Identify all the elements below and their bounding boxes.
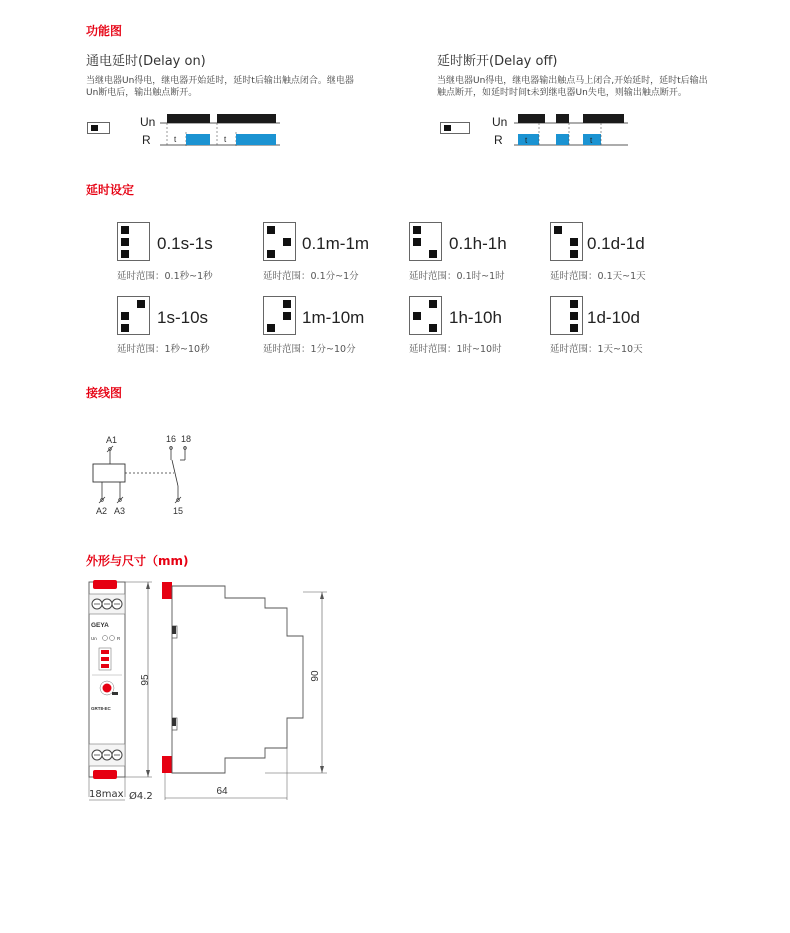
brand-logo: GEYA	[91, 622, 109, 629]
range-label: 0.1h-1h	[449, 234, 507, 253]
dip-switch-icon	[409, 296, 442, 335]
delay-off-title: 延时断开(Delay off)	[437, 54, 558, 69]
din-clip-bottom	[93, 770, 117, 779]
relay-side-outline	[172, 586, 303, 773]
section-title-dimensions: 外形与尺寸（mm)	[86, 554, 189, 568]
delay-on-r-label: R	[142, 133, 151, 147]
led-un-icon	[103, 636, 108, 641]
dip-switch-icon	[550, 222, 583, 261]
relay-coil	[93, 464, 125, 482]
relay-contact	[172, 460, 178, 486]
delay-on-t-label: t	[224, 135, 227, 144]
dim-width-front: 18max	[89, 789, 124, 800]
dip-switch-icon	[263, 296, 296, 335]
dip-switch-icon	[409, 222, 442, 261]
delay-off-switch-icon	[440, 122, 470, 134]
delay-off-desc-line1: 当继电器Un得电，继电器输出触点马上闭合,开始延时，延时t后输出	[437, 76, 708, 86]
din-clip-top	[162, 582, 172, 599]
terminal-a2-label: A2	[96, 506, 108, 516]
range-label: 1s-10s	[157, 308, 209, 327]
delay-off-un-pulse	[556, 114, 569, 123]
terminal-a1-label: A1	[106, 435, 118, 445]
delay-on-r-pulse	[236, 134, 276, 145]
delay-off-t-label: t	[590, 136, 593, 145]
section-title-delay-setting: 延时设定	[86, 183, 135, 197]
time-knob-icon	[103, 684, 112, 693]
model-label: GRT8-EC	[91, 706, 111, 711]
range-desc: 延时范围：0.1时~1时	[409, 271, 505, 282]
range-label: 0.1d-1d	[587, 234, 645, 253]
delay-on-r-pulse	[186, 134, 210, 145]
range-label: 1h-10h	[449, 308, 502, 327]
delay-on-un-pulse	[217, 114, 276, 123]
terminal-16-label: 16	[166, 434, 177, 444]
delay-on-desc-line2: Un断电后，输出触点断开。	[86, 88, 198, 98]
dip-switch-icon	[117, 222, 150, 261]
delay-off-r-pulse	[556, 134, 569, 145]
delay-on-t-label: t	[174, 135, 177, 144]
dip-switch-icon	[117, 296, 150, 335]
range-label: 1d-10d	[587, 308, 640, 327]
range-desc: 延时范围：1天~10天	[550, 344, 643, 355]
delay-on-switch-icon	[87, 122, 110, 134]
delay-on-desc-line1: 当继电器Un得电，继电器开始延时，延时t后输出触点闭合。继电器	[86, 76, 354, 86]
delay-off-timing-diagram	[512, 112, 632, 150]
led-r-icon	[110, 636, 115, 641]
dim-height-front: 95	[140, 674, 151, 686]
delay-on-title: 通电延时(Delay on)	[86, 54, 206, 69]
delay-on-un-pulse	[167, 114, 210, 123]
range-desc: 延时范围：1秒~10秒	[117, 344, 210, 355]
range-desc: 延时范围：0.1秒~1秒	[117, 271, 213, 282]
led-un-label: Un	[91, 636, 97, 641]
dip-switch-icon	[263, 222, 296, 261]
wiring-diagram	[80, 430, 210, 520]
delay-off-un-pulse	[518, 114, 545, 123]
delay-off-t-label: t	[525, 136, 528, 145]
range-label: 0.1m-1m	[302, 234, 370, 253]
dim-hole: Ø4.2	[129, 791, 153, 802]
range-desc: 延时范围：1分~10分	[263, 344, 356, 355]
din-clip-bottom	[162, 756, 172, 773]
range-label: 1m-10m	[302, 308, 365, 327]
range-label: 0.1s-1s	[157, 234, 213, 253]
dim-depth: 64	[216, 786, 228, 797]
din-clip-top	[93, 580, 117, 589]
delay-off-desc-line2: 触点断开，如延时时间t未到继电器Un失电，则输出触点断开。	[437, 88, 687, 98]
dim-height-side: 90	[310, 670, 321, 682]
delay-on-timing-diagram	[158, 112, 283, 150]
section-title-function: 功能图	[86, 24, 123, 38]
delay-on-un-label: Un	[140, 115, 156, 129]
led-r-label: R	[117, 636, 121, 641]
terminal-a3-label: A3	[114, 506, 126, 516]
section-title-wiring: 接线图	[86, 386, 123, 400]
range-desc: 延时范围：0.1分~1分	[263, 271, 359, 282]
terminal-15-label: 15	[173, 506, 184, 516]
side-view-drawing	[155, 578, 335, 803]
delay-off-r-pulse	[518, 134, 539, 145]
delay-off-un-label: Un	[492, 115, 508, 129]
range-desc: 延时范围：0.1天~1天	[550, 271, 646, 282]
terminal-18-label: 18	[181, 434, 192, 444]
delay-off-r-label: R	[494, 133, 503, 147]
delay-off-un-pulse	[583, 114, 624, 123]
dip-switch-icon	[550, 296, 583, 335]
range-desc: 延时范围：1时~10时	[409, 344, 502, 355]
